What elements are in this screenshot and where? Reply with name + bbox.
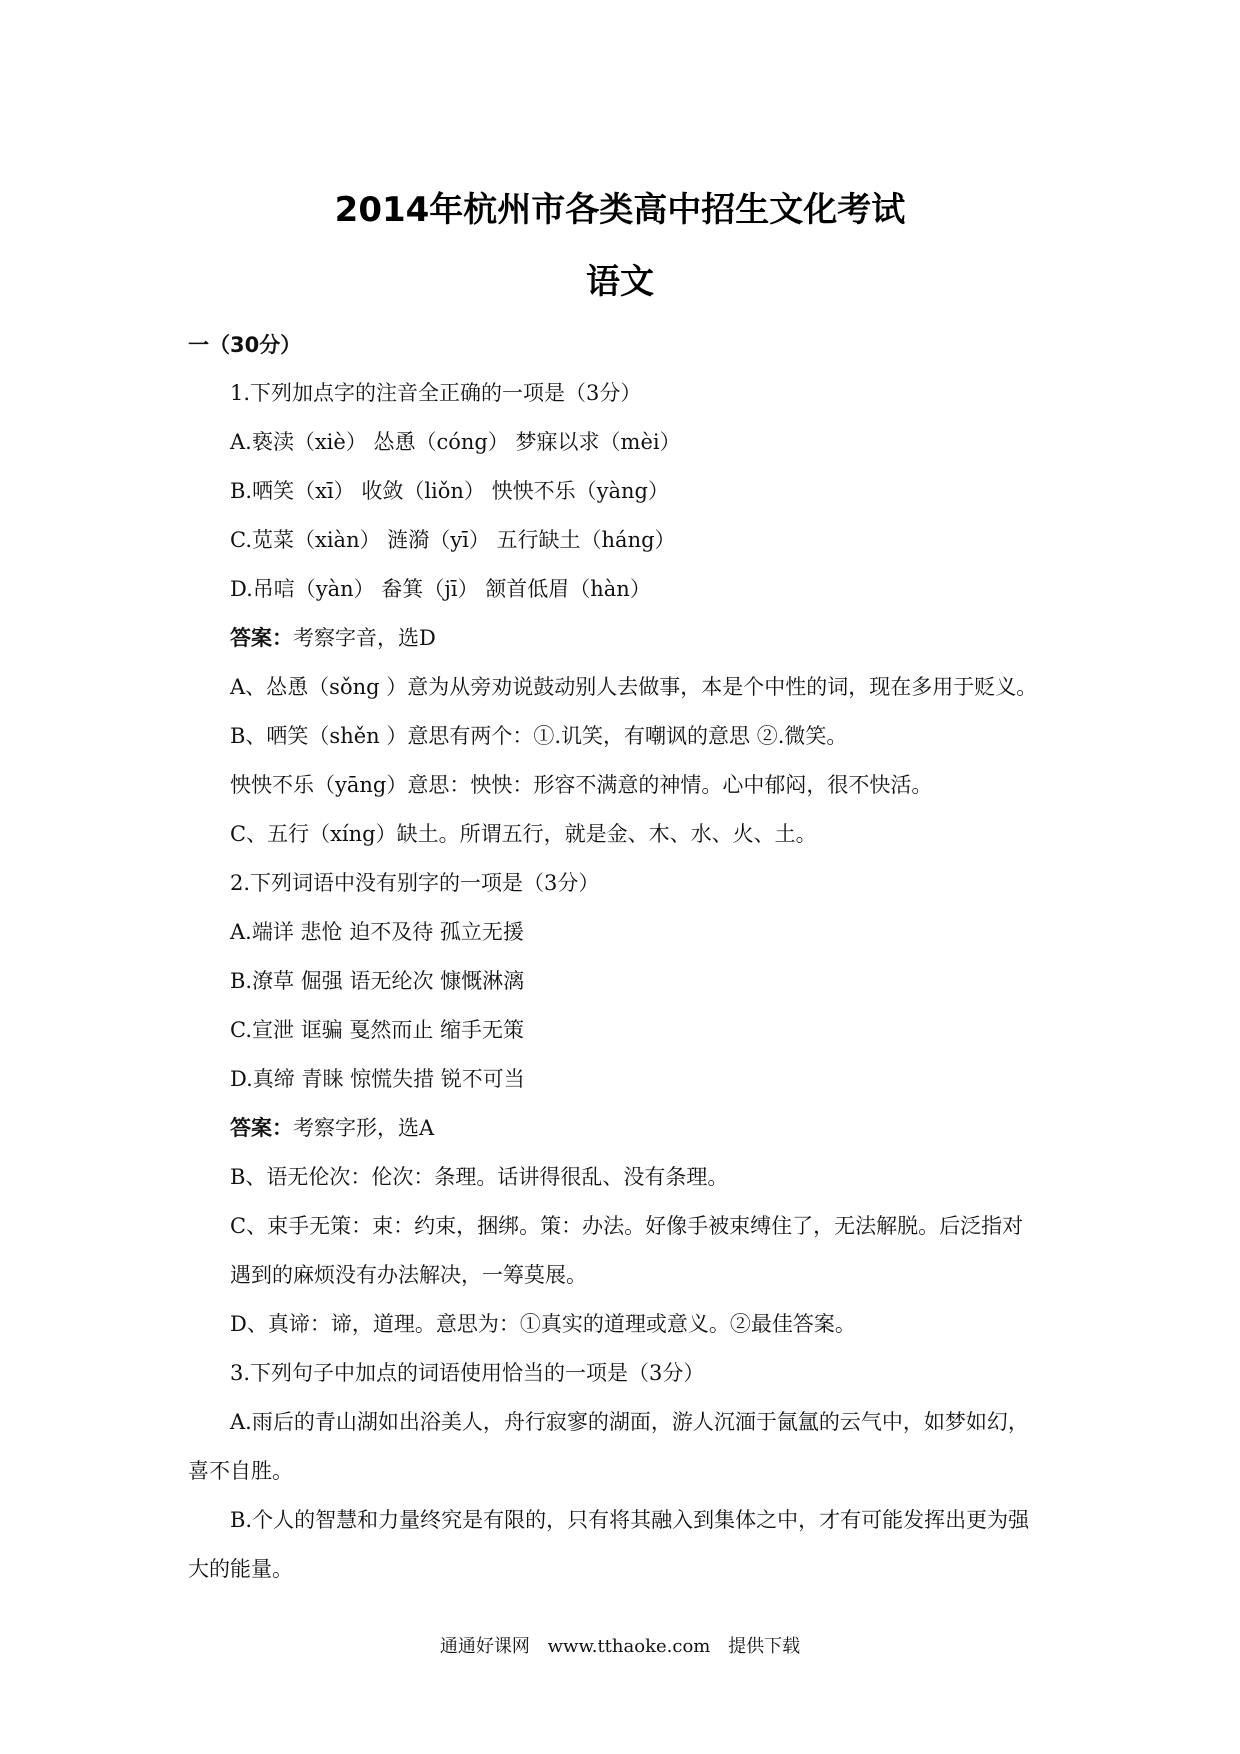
q2-option-b: B.潦草 倔强 语无纶次 慷慨淋漓 [230,969,525,993]
q3-option-b-cont: 大的能量。 [188,1557,293,1581]
q1-answer [230,624,436,652]
document-title: 2014年杭州市各类高中招生文化考试 [334,190,906,230]
q1-option-c: C.苋菜（xiàn） 涟漪（yī） 五行缺土（háng） [230,528,676,552]
q3-option-a: A.雨后的青山湖如出浴美人，舟行寂寥的湖面，游人沉湎于氤氲的云气中，如梦如幻， [230,1410,1029,1434]
q2-explanation-b: B、语无伦次：伦次：条理。话讲得很乱、没有条理。 [230,1165,729,1189]
document-subject: 语文 [586,262,654,302]
page-footer [0,1635,1240,1659]
section-heading: 一（30分） [188,333,302,357]
q1-answer-text: 考察字音，选D [293,626,436,650]
q2-option-a: A.端详 悲怆 迫不及待 孤立无援 [230,920,524,944]
q1-answer-label: 答案： [230,626,293,650]
q2-stem: 2.下列词语中没有别字的一项是（3分） [230,871,600,895]
q1-stem: 1.下列加点字的注音全正确的一项是（3分） [230,381,642,405]
footer-url[interactable]: www.tthaoke.com [547,1636,711,1657]
q2-explanation-d: D、真谛：谛，道理。意思为：①真实的道理或意义。②最佳答案。 [230,1312,856,1336]
q1-explanation-c: C、五行（xíng）缺土。所谓五行，就是金、木、水、火、土。 [230,822,817,846]
q2-option-c: C.宣泄 诓骗 戛然而止 缩手无策 [230,1018,525,1042]
q3-stem: 3.下列句子中加点的词语使用恰当的一项是（3分） [230,1361,705,1385]
q1-option-d: D.吊唁（yàn） 畚箕（jī） 颔首低眉（hàn） [230,577,651,601]
footer-site-name: 通通好课网 [439,1636,530,1657]
q2-answer-text: 考察字形，选A [293,1116,435,1140]
q1-explanation-b: B、哂笑（shěn ）意思有两个：①.讥笑，有嘲讽的意思 ②.微笑。 [230,724,848,748]
q1-explanation-b2: 怏怏不乐（yāng）意思：怏怏：形容不满意的神情。心中郁闷，很不快活。 [230,773,933,797]
q2-option-d: D.真缔 青睐 惊慌失措 锐不可当 [230,1067,525,1091]
q2-answer-label: 答案： [230,1116,293,1140]
q1-option-b: B.哂笑（xī） 收敛（liǒn） 怏怏不乐（yàng） [230,479,669,503]
q2-explanation-c: C、束手无策：束：约束，捆绑。策：办法。好像手被束缚住了，无法解脱。后泛指对 [230,1214,1024,1238]
q2-explanation-c2: 遇到的麻烦没有办法解决，一筹莫展。 [230,1263,587,1287]
q2-answer [230,1114,434,1142]
q3-option-a-cont: 喜不自胜。 [188,1459,293,1483]
q1-explanation-a: A、怂恿（sǒng ）意为从旁劝说鼓动别人去做事，本是个中性的词，现在多用于贬义。 [230,675,1038,699]
q1-option-a: A.亵渎（xiè） 怂恿（cóng） 梦寐以求（mèi） [230,430,681,454]
footer-action: 提供下载 [728,1636,801,1657]
q3-option-b: B.个人的智慧和力量终究是有限的，只有将其融入到集体之中，才有可能发挥出更为强 [230,1508,1030,1532]
